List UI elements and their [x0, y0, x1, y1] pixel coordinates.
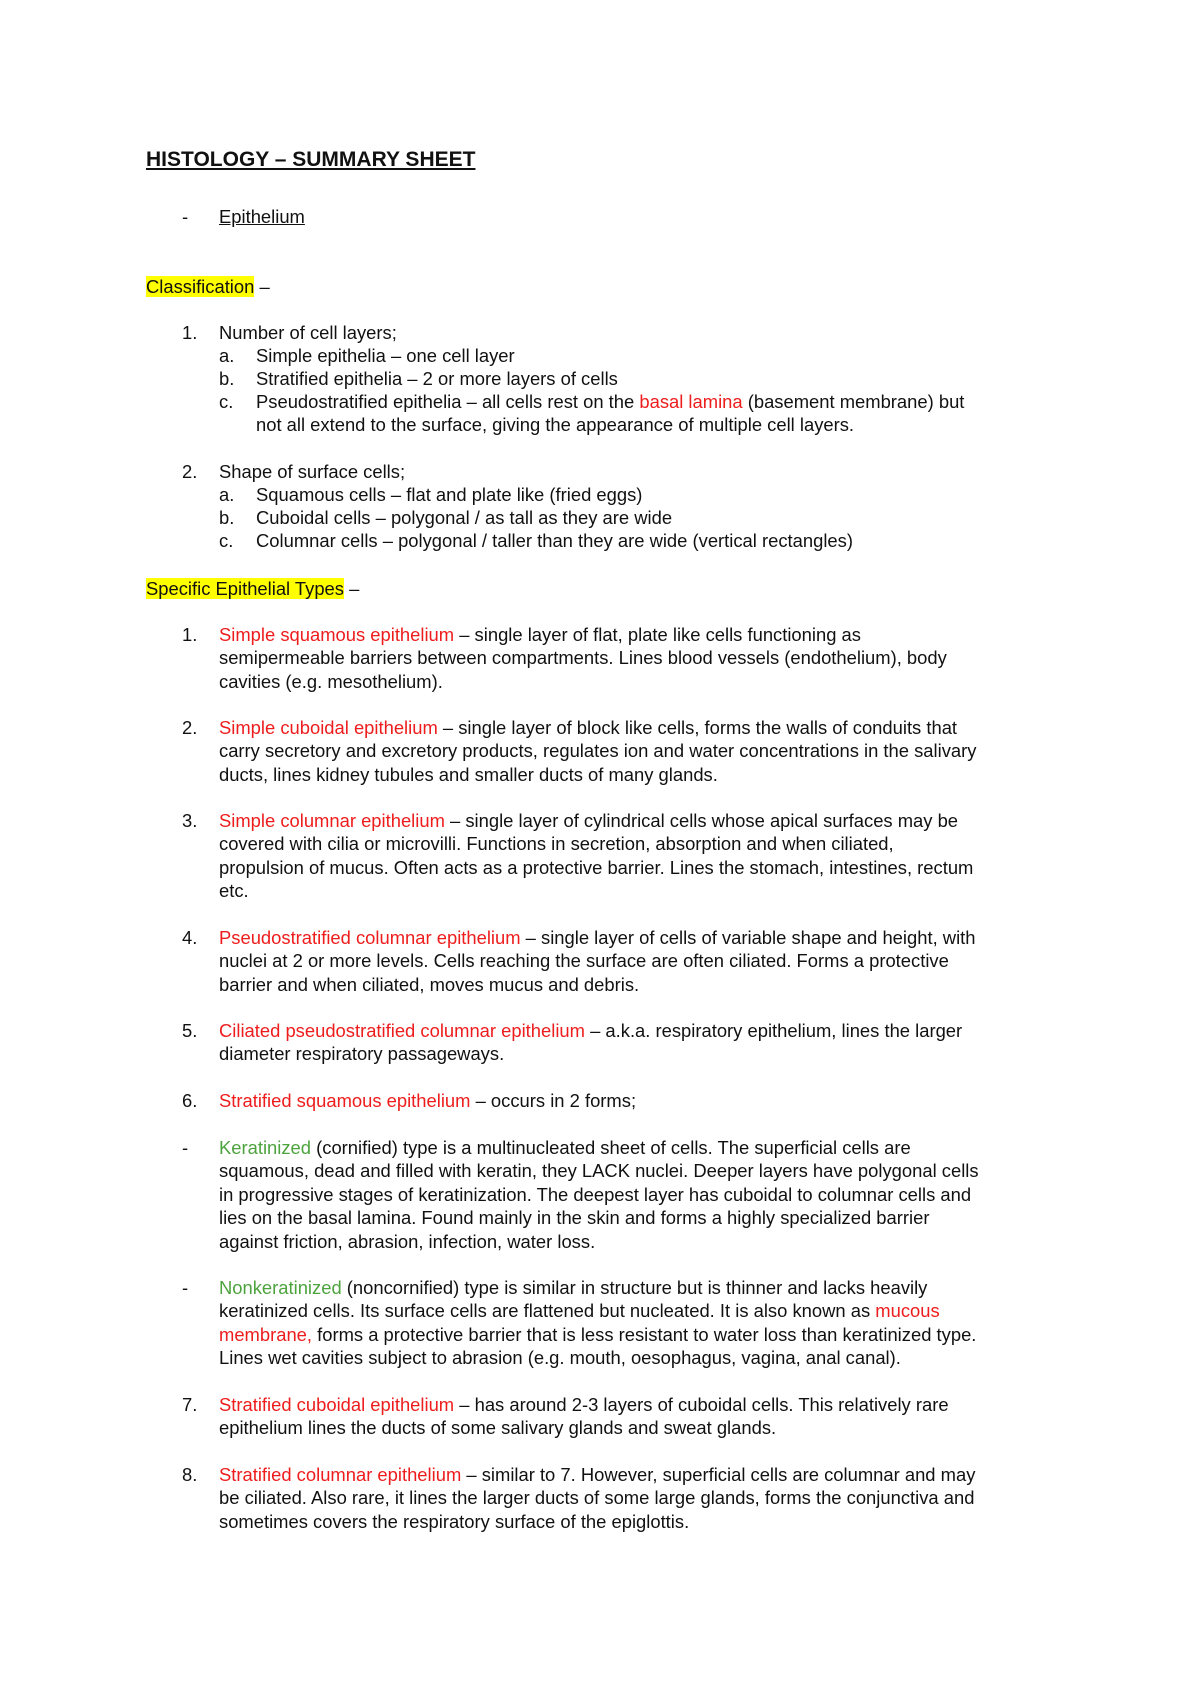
sub-item-text: Pseudostratified epithelia – all cells rest on the basal lamina (basement membrane) but: [256, 391, 965, 412]
term: Stratified squamous epithelium: [219, 1090, 471, 1111]
page-title: HISTOLOGY – SUMMARY SHEET: [146, 148, 476, 171]
term: Stratified cuboidal epithelium: [219, 1394, 455, 1415]
epithelium-type-1: Simple squamous epithelium – single layer of flat, plate like cells functioning as semipermeable barriers between compartments. Lines blood vessels (endothelium), body cavities (e.g. mesothelium).: [219, 624, 947, 692]
epithelium-type-5: Ciliated pseudostratified columnar epithelium – a.k.a. respiratory epithelium, lines the larger diameter respiratory passageways.: [219, 1020, 963, 1065]
sub-item-text: Squamous cells – flat and plate like (fried eggs): [256, 484, 643, 505]
classification-heading: Classification –: [146, 276, 270, 297]
sub-item-text: Cuboidal cells – polygonal / as tall as they are wide: [256, 507, 673, 528]
sub-letter: a.: [219, 345, 235, 366]
section-epithelium: Epithelium: [219, 206, 305, 227]
list-number: 7.: [182, 1394, 198, 1415]
epithelium-type-7: Stratified cuboidal epithelium – has around 2-3 layers of cuboidal cells. This relatively rare epithelium lines the ducts of some salivary glands and sweat glands.: [219, 1394, 949, 1439]
list-number: 1.: [182, 624, 198, 645]
sub-letter: b.: [219, 507, 235, 528]
list-item-text: Number of cell layers;: [219, 322, 397, 343]
epithelium-type-3: Simple columnar epithelium – single layer of cylindrical cells whose apical surfaces may be covered with cilia or microvilli. Functions in secretion, absorption and when ciliated, propulsion of mucus. Often acts as a protective barrier. Lines the stomach, intestines, rectum etc.: [219, 810, 974, 902]
epithelium-type-4: Pseudostratified columnar epithelium – single layer of cells of variable shape and height, with nuclei at 2 or more levels. Cells reaching the surface are often ciliated. Forms a protective barrier and when ciliated, moves mucus and debris.: [219, 927, 976, 995]
term: Simple columnar epithelium: [219, 810, 445, 831]
term: Pseudostratified columnar epithelium: [219, 927, 521, 948]
term: Stratified columnar epithelium: [219, 1464, 462, 1485]
list-item-text: Shape of surface cells;: [219, 461, 406, 482]
list-number: 1.: [182, 322, 198, 343]
form-keratinized: Keratinized (cornified) type is a multinucleated sheet of cells. The superficial cells are squamous, dead and filled with keratin, they LACK nuclei. Deeper layers have polygonal cells in progressive stages of keratinization. The deepest layer has cuboidal to columnar cells and lies on the basal lamina. Found mainly in the skin and forms a highly specialized barrier against friction, abrasion, infection, water loss.: [219, 1137, 979, 1252]
sub-item-text: Simple epithelia – one cell layer: [256, 345, 515, 366]
list-number: 5.: [182, 1020, 198, 1041]
sub-letter: a.: [219, 484, 235, 505]
epithelium-type-6: Stratified squamous epithelium – occurs in 2 forms;: [219, 1090, 637, 1111]
sub-letter: c.: [219, 530, 234, 551]
term-membrane: membrane,: [219, 1323, 313, 1345]
term-mucous: mucous: [875, 1300, 940, 1322]
list-dash: -: [182, 1277, 189, 1298]
term-basal-lamina: basal lamina: [639, 391, 743, 412]
list-dash: -: [182, 206, 189, 227]
form-nonkeratinized: Nonkeratinized (noncornified) type is similar in structure but is thinner and lacks heavily keratinized cells. Its surface cells are flattened but nucleated. It is also known as mucous membrane, forms a protective barrier that is less resistant to water loss than keratinized type. Lines wet cavities subject to abrasion (e.g. mouth, oesophagus, vagina, anal canal).: [219, 1277, 977, 1369]
term: Ciliated pseudostratified columnar epithelium: [219, 1020, 585, 1041]
term: Simple cuboidal epithelium: [219, 717, 438, 738]
list-dash: -: [182, 1137, 189, 1158]
epithelium-type-2: Simple cuboidal epithelium – single layer of block like cells, forms the walls of conduits that carry secretory and excretory products, regulates ion and water concentrations in the salivary ducts, lines kidney tubules and smaller ducts of many glands.: [219, 717, 977, 785]
term: Nonkeratinized: [219, 1277, 342, 1298]
specific-types-heading: Specific Epithelial Types –: [146, 578, 360, 599]
epithelium-type-8: Stratified columnar epithelium – similar to 7. However, superficial cells are columnar and may be ciliated. Also rare, it lines the larger ducts of some large glands, forms the conjunctiva and sometimes covers the respiratory surface of the epiglottis.: [219, 1464, 976, 1532]
list-number: 8.: [182, 1464, 198, 1485]
sub-letter: b.: [219, 368, 235, 389]
list-number: 3.: [182, 810, 198, 831]
sub-item-text-continued: not all extend to the surface, giving the appearance of multiple cell layers.: [256, 414, 855, 435]
term: Keratinized: [219, 1137, 312, 1158]
list-number: 2.: [182, 717, 198, 738]
sub-item-text: Stratified epithelia – 2 or more layers of cells: [256, 368, 618, 389]
term: Simple squamous epithelium: [219, 624, 455, 645]
sub-letter: c.: [219, 391, 234, 412]
list-number: 6.: [182, 1090, 198, 1111]
list-number: 4.: [182, 927, 198, 948]
sub-item-text: Columnar cells – polygonal / taller than they are wide (vertical rectangles): [256, 530, 853, 551]
list-number: 2.: [182, 461, 198, 482]
